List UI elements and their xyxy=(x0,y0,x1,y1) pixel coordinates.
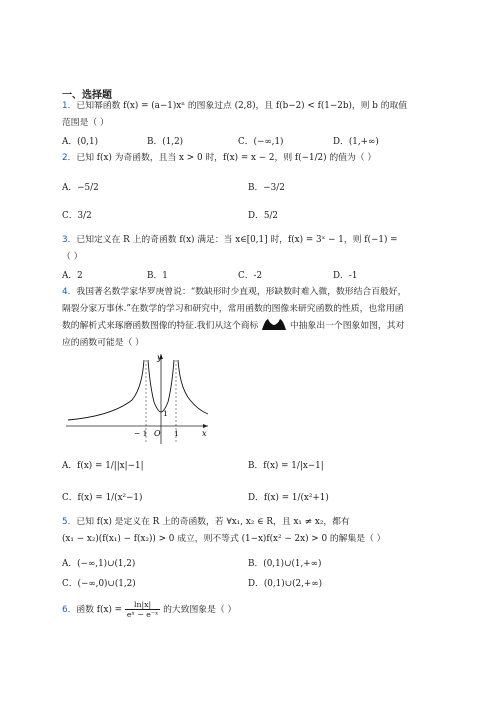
option-c: C．(−∞,1) xyxy=(238,137,284,147)
question-number: 1． xyxy=(62,101,77,111)
fraction xyxy=(125,600,160,619)
question-number: 2． xyxy=(62,153,77,163)
function-graph xyxy=(62,350,212,446)
question-3 xyxy=(62,232,438,266)
origin-label: O xyxy=(154,429,161,438)
question-text-line1: 已知定义在 R 上的奇函数 f(x) 满足：当 x∈[0,1] 时，f(x) = 3ˣ − 1，则 f(−1) = xyxy=(76,235,398,245)
curve-left-outer xyxy=(68,360,144,420)
section-title: 一、选择题 xyxy=(62,90,112,101)
option-a: A．(0,1) xyxy=(62,137,99,147)
option-c: C．(−∞,0)∪(1,2) xyxy=(62,579,136,589)
question-number: 6． xyxy=(62,605,77,615)
option-d: D．(1,+∞) xyxy=(333,137,379,147)
x-axis-arrow xyxy=(203,424,208,428)
question-text-line1: 已知 f(x) 是定义在 R 上的奇函数，若 ∀x₁, x₂ ∈ R，且 x₁ ≠ x₂，都有 xyxy=(76,517,350,527)
question-text-a: 函数 f(x) = xyxy=(76,605,125,615)
question-6 xyxy=(62,600,438,619)
option-c: C．3/2 xyxy=(62,211,92,221)
y-axis-label: y xyxy=(157,353,162,362)
question-2 xyxy=(62,150,438,167)
option-b: B．f(x) = 1/|x−1| xyxy=(248,461,324,471)
option-b: B．(1,2) xyxy=(147,137,184,147)
question-text-line1: 我国著名数学家华罗庚曾说：“数缺形时少直观，形缺数时难入微，数形结合百般好， xyxy=(76,287,407,297)
option-d: D．(0,1)∪(2,+∞) xyxy=(248,579,323,589)
question-5 xyxy=(62,514,438,548)
option-a: A．(−∞,1)∪(1,2) xyxy=(62,559,136,569)
option-c: C．f(x) = 1/(x²−1) xyxy=(62,493,143,503)
option-d: D．5/2 xyxy=(248,211,279,221)
question-text-line4: 应的函数可能是（ ） xyxy=(62,338,144,348)
question-4 xyxy=(62,284,438,352)
question-text-line3: 数的解析式来琢磨函数图像的特征.我们从这个商标 xyxy=(62,321,259,331)
question-text-line2: 隔裂分家万事休.”在数学的学习和研究中，常用函数的图像来研究函数的性质，也常用函 xyxy=(62,304,404,314)
x-axis-label: x xyxy=(202,429,207,438)
fraction-numerator: ln|x| xyxy=(125,600,160,610)
option-a: A．−5/2 xyxy=(62,183,99,193)
option-a: A．f(x) = 1/||x|−1| xyxy=(62,461,144,471)
question-text-line3b: 中抽象出一个图象如图，其对 xyxy=(289,321,405,331)
neg-one-label: − 1 xyxy=(134,429,148,438)
option-b: B．−3/2 xyxy=(248,183,285,193)
option-b: B．1 xyxy=(147,271,168,281)
x-one-label: 1 xyxy=(174,429,179,438)
option-a: A．2 xyxy=(62,271,83,281)
y-one-label: 1 xyxy=(163,409,168,418)
option-d: D．-1 xyxy=(333,271,358,281)
option-b: B．(0,1)∪(1,+∞) xyxy=(248,559,322,569)
option-c: C．-2 xyxy=(238,271,263,281)
question-text-line2: 范围是（ ） xyxy=(62,118,109,128)
question-text-line2: (x₁ − x₂)(f(x₁) − f(x₂)) > 0 成立，则不等式 (1−x)f(x² − 2x) > 0 的解集是（ ） xyxy=(62,534,386,544)
question-number: 5． xyxy=(62,517,77,527)
question-number: 4． xyxy=(62,287,77,297)
question-1 xyxy=(62,98,438,132)
question-text: 已知 f(x) 为奇函数，且当 x > 0 时，f(x) = x − 2，则 f(−1/2) 的值为（ ） xyxy=(76,153,377,163)
question-text-line1: 已知幂函数 f(x) = (a−1)xⁿ 的图象过点 (2,8)，且 f(b−2) < f(1−2b)，则 b 的取值 xyxy=(76,101,408,111)
curve-right-outer xyxy=(178,360,208,414)
question-text-line2: （ ） xyxy=(62,252,83,262)
trademark-logo-icon xyxy=(261,318,287,330)
question-number: 3． xyxy=(62,235,77,245)
fraction-denominator: eˣ − e⁻ˣ xyxy=(126,610,159,619)
question-text-b: 的大致图象是（ ） xyxy=(163,605,237,615)
option-d: D．f(x) = 1/(x²+1) xyxy=(248,493,329,503)
